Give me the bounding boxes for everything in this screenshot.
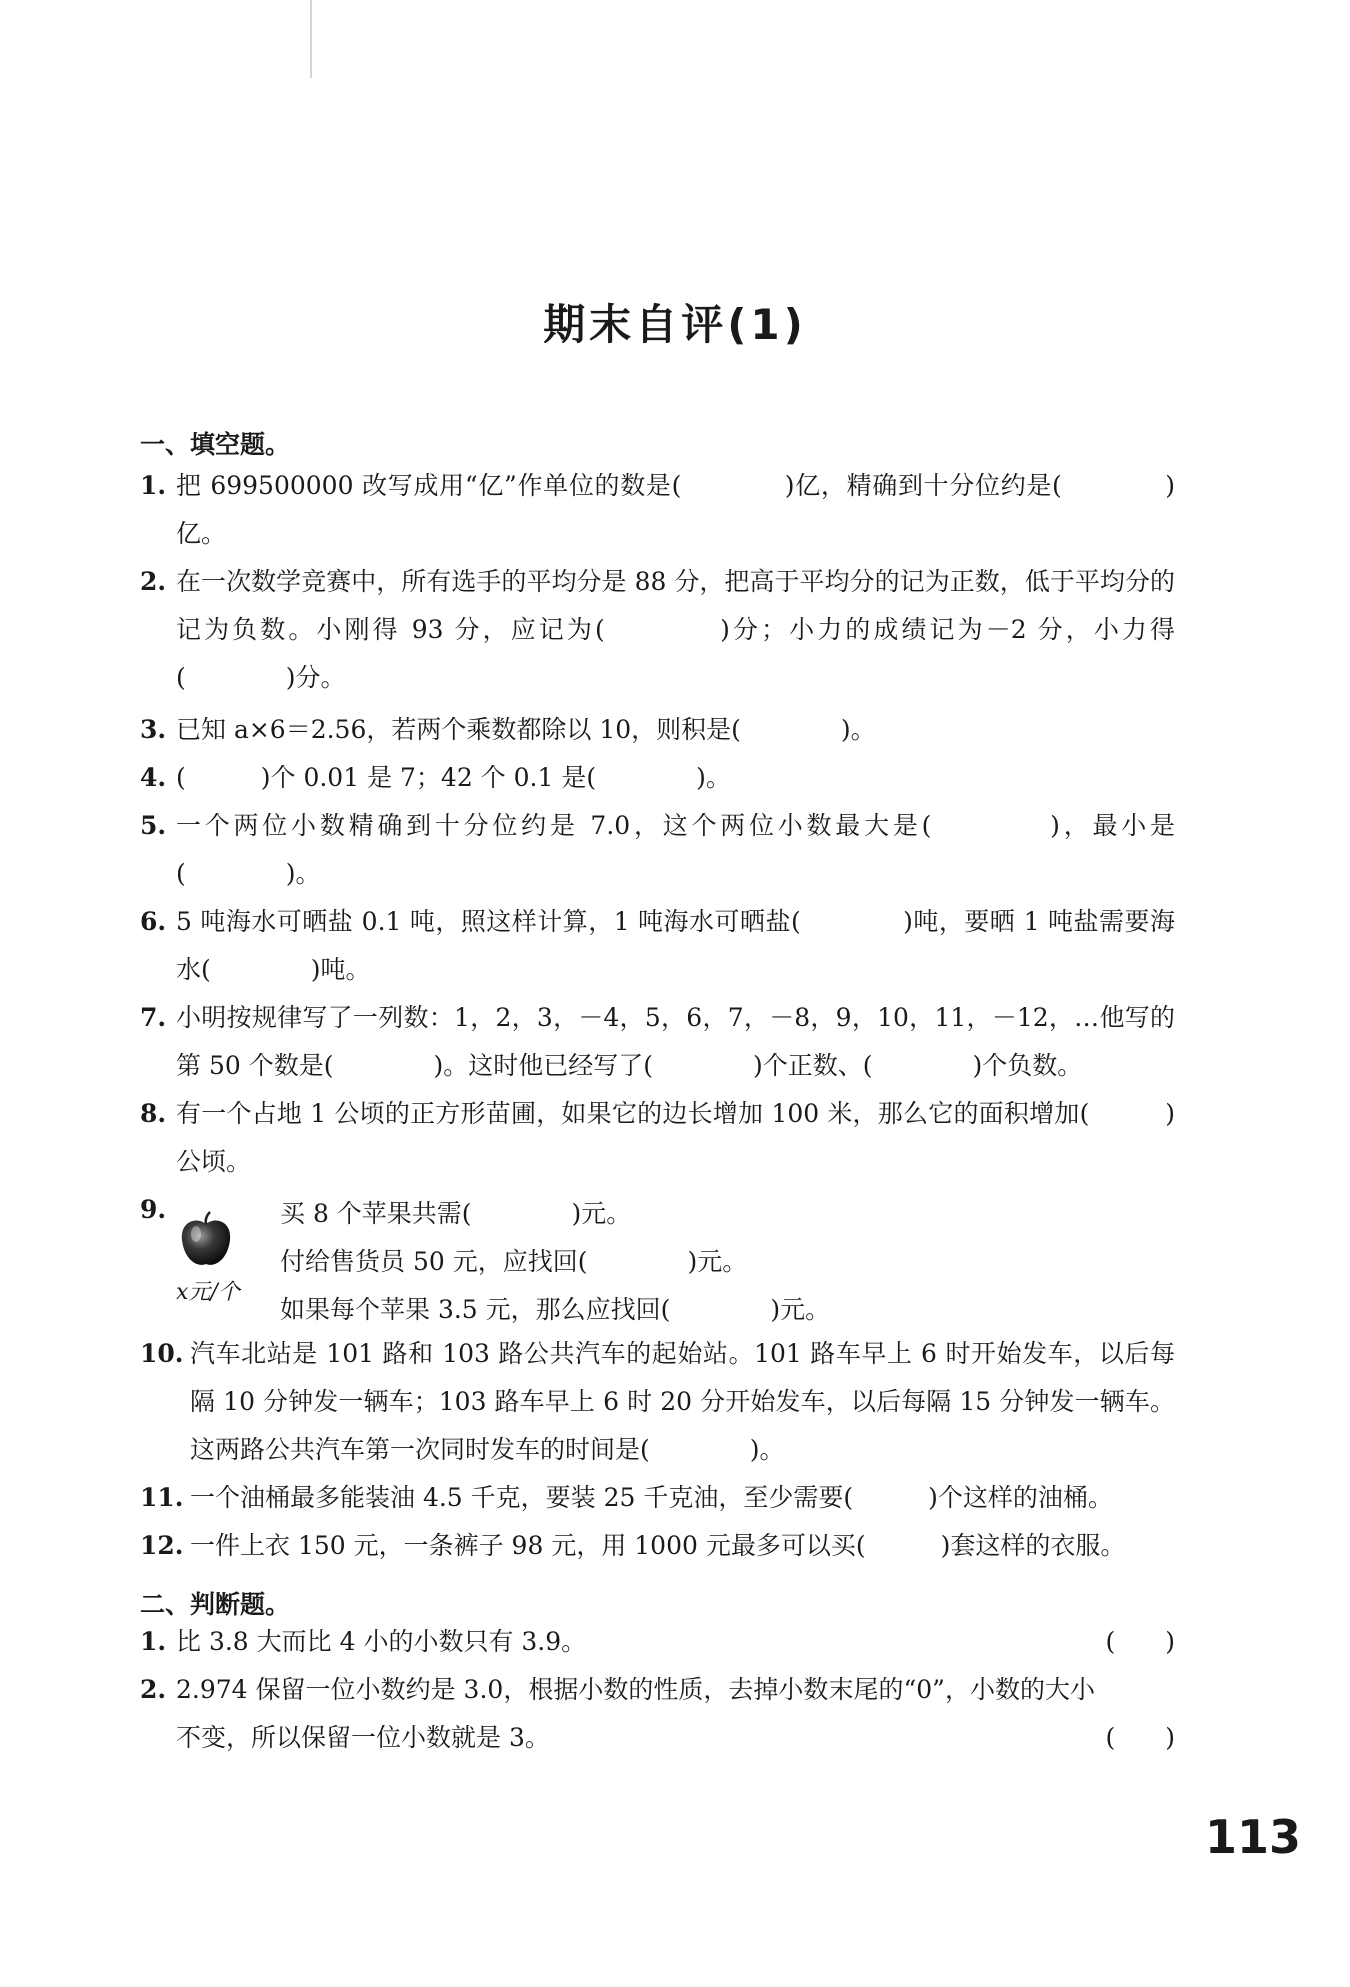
question-number: 2. <box>140 1675 167 1704</box>
question-2 <box>140 558 1175 702</box>
judge-question-1 <box>140 1618 1175 1666</box>
question-text: 汽车北站是 101 路和 103 路公共汽车的起始站。101 路车早上 6 时开始发车，以后每隔 10 分钟发一辆车；103 路车早上 6 时 20 分开始发车，以后每隔 15 分钟发一辆车。这两路公共汽车第一次同时发车的时间是( )。 <box>190 1339 1175 1464</box>
answer-parentheses: ( ) <box>1105 1723 1175 1752</box>
question-number: 1. <box>140 1627 167 1656</box>
judge-question-2 <box>140 1666 1175 1762</box>
question-number: 7. <box>140 1003 167 1032</box>
question-number: 8. <box>140 1099 167 1128</box>
binding-mark <box>310 0 312 78</box>
question-text: 2.974 保留一位小数约是 3.0，根据小数的性质，去掉小数末尾的“0”，小数的大小不变，所以保留一位小数就是 3。 <box>176 1675 1095 1752</box>
question-text: ( )个 0.01 是 7；42 个 0.1 是( )。 <box>176 763 731 792</box>
question-4 <box>140 754 1175 802</box>
question-number: 6. <box>140 907 167 936</box>
question-7 <box>140 994 1175 1090</box>
page-number: 113 <box>1205 1810 1302 1864</box>
question-text: 有一个占地 1 公顷的正方形苗圃，如果它的边长增加 100 米，那么它的面积增加( )公顷。 <box>176 1099 1175 1176</box>
answer-parentheses: ( ) <box>1105 1627 1175 1656</box>
question-9-line-1: 买 8 个苹果共需( )元。 <box>280 1199 632 1228</box>
question-text: 一个油桶最多能装油 4.5 千克，要装 25 千克油，至少需要( )个这样的油桶。 <box>190 1483 1113 1512</box>
question-1 <box>140 462 1175 558</box>
apple-price-label: x元/个 <box>176 1280 240 1305</box>
question-text: 一件上衣 150 元，一条裤子 98 元，用 1000 元最多可以买( )套这样的衣服。 <box>190 1531 1126 1560</box>
question-text: 小明按规律写了一列数：1，2，3，－4，5，6，7，－8，9，10，11，－12，…他写的第 50 个数是( )。这时他已经写了( )个正数、( )个负数。 <box>176 1003 1175 1080</box>
question-9-line-2: 付给售货员 50 元，应找回( )元。 <box>280 1247 748 1276</box>
question-number: 9. <box>140 1195 167 1224</box>
page-title: 期末自评(1) <box>543 300 807 349</box>
question-number: 5. <box>140 811 167 840</box>
question-number: 10. <box>140 1339 184 1368</box>
question-6 <box>140 898 1175 994</box>
section-fill-in-blank: 一、填空题。 <box>140 430 291 459</box>
section-true-false: 二、判断题。 <box>140 1590 291 1619</box>
question-9-line-3: 如果每个苹果 3.5 元，那么应找回( )元。 <box>280 1295 831 1324</box>
question-11 <box>140 1474 1175 1522</box>
question-number: 1. <box>140 471 167 500</box>
question-text: 一个两位小数精确到十分位约是 7.0，这个两位小数最大是( )，最小是( )。 <box>176 811 1175 888</box>
question-3 <box>140 706 1175 754</box>
question-10 <box>140 1330 1175 1474</box>
question-8 <box>140 1090 1175 1186</box>
question-number: 2. <box>140 567 167 596</box>
question-number: 11. <box>140 1483 184 1512</box>
question-12 <box>140 1522 1175 1570</box>
question-5 <box>140 802 1175 898</box>
question-text: 5 吨海水可晒盐 0.1 吨，照这样计算，1 吨海水可晒盐( )吨，要晒 1 吨盐需要海水( )吨。 <box>176 907 1175 984</box>
question-text: 在一次数学竞赛中，所有选手的平均分是 88 分，把高于平均分的记为正数，低于平均分的记为负数。小刚得 93 分，应记为( )分；小力的成绩记为－2 分，小力得( )分。 <box>176 567 1175 692</box>
question-number: 4. <box>140 763 167 792</box>
question-number: 12. <box>140 1531 184 1560</box>
apple-icon <box>176 1210 236 1270</box>
question-text: 比 3.8 大而比 4 小的小数只有 3.9。 <box>176 1627 587 1656</box>
question-number: 3. <box>140 715 167 744</box>
question-text: 已知 a×6＝2.56，若两个乘数都除以 10，则积是( )。 <box>176 715 876 744</box>
question-text: 把 699500000 改写成用“亿”作单位的数是( )亿，精确到十分位约是( )亿。 <box>176 471 1175 548</box>
